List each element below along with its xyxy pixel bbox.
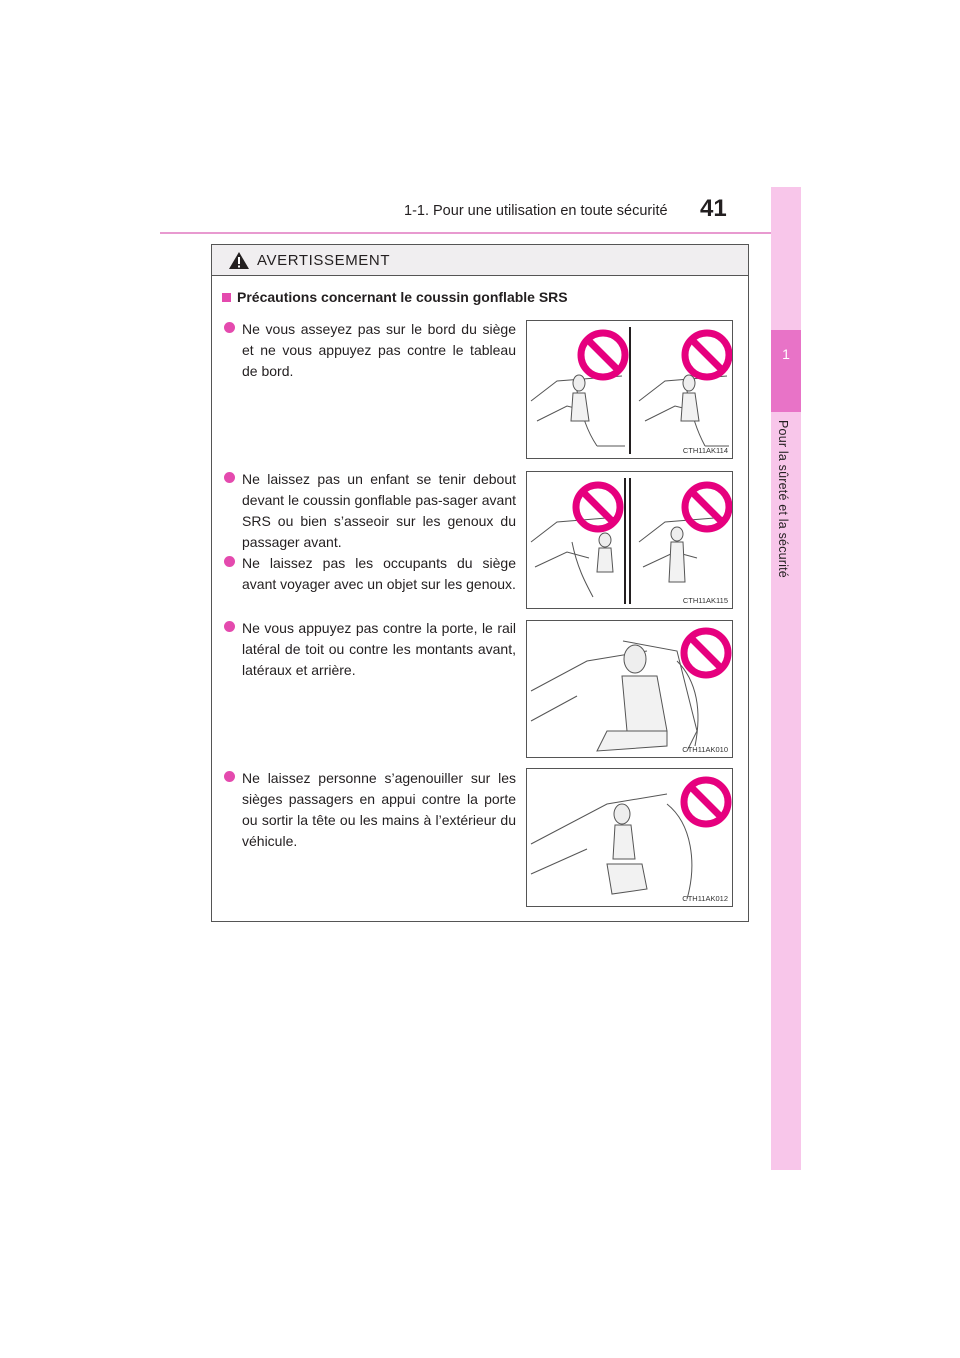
- bullet-text: Ne laissez pas un enfant se tenir debout devant le coussin gonflable pas-sager avant SRS ou bien s’asseoir sur les genoux du passager avant.: [242, 471, 516, 550]
- bullet-item: [224, 469, 516, 553]
- illustration-child-standing: [526, 471, 733, 609]
- bullet-dot-icon: [224, 556, 235, 567]
- chapter-title: Pour la sûreté et la sécurité: [776, 420, 790, 578]
- prohibition-icon: [684, 780, 728, 824]
- prohibition-icon: [576, 485, 620, 529]
- illustration-code: CTH11AK114: [682, 446, 728, 455]
- bullet-item: [224, 768, 516, 852]
- bullet-dot-icon: [224, 621, 235, 632]
- illustration-kneeling: [526, 768, 733, 907]
- illustration-drawing: [527, 621, 733, 758]
- warning-triangle-icon: [228, 251, 250, 270]
- prohibition-icon: [684, 631, 728, 675]
- square-bullet-icon: [222, 293, 231, 302]
- chapter-number-tab: [771, 330, 801, 412]
- section-heading: [222, 289, 568, 305]
- bullet-dot-icon: [224, 322, 235, 333]
- illustration-code: CTH11AK115: [682, 596, 728, 605]
- illustration-code: CTH11AK010: [682, 745, 728, 754]
- illustration-code: CTH11AK012: [682, 894, 728, 903]
- illustration-drawing: [527, 321, 733, 459]
- bullet-text: Ne vous asseyez pas sur le bord du siège et ne vous appuyez pas contre le tableau de bord.: [242, 321, 516, 379]
- prohibition-icon: [581, 333, 625, 377]
- illustration-drawing: [527, 472, 733, 609]
- bullet-item: [224, 553, 516, 595]
- bullet-item: [224, 319, 516, 382]
- prohibition-icon: [685, 333, 729, 377]
- bullet-dot-icon: [224, 472, 235, 483]
- warning-title: AVERTISSEMENT: [257, 252, 391, 269]
- prohibition-icon: [685, 485, 729, 529]
- bullet-dot-icon: [224, 771, 235, 782]
- warning-header: [212, 245, 748, 276]
- header-divider: [160, 232, 800, 234]
- chapter-number: 1: [782, 346, 790, 362]
- page-number: 41: [700, 195, 727, 222]
- bullet-text: Ne vous appuyez pas contre la porte, le rail latéral de toit ou contre les montants avant, latéraux et arrière.: [242, 620, 516, 678]
- section-heading-text: Précautions concernant le coussin gonflable SRS: [237, 289, 568, 305]
- warning-box: [211, 244, 749, 922]
- bullet-text: Ne laissez pas les occupants du siège avant voyager avec un objet sur les genoux.: [242, 555, 516, 592]
- illustration-drawing: [527, 769, 733, 907]
- running-header: 1-1. Pour une utilisation en toute sécurité: [404, 203, 668, 219]
- bullet-text: Ne laissez personne s’agenouiller sur les sièges passagers en appui contre la porte ou sortir la tête ou les mains à l’extérieur du véhicule.: [242, 770, 516, 849]
- bullet-item: [224, 618, 516, 681]
- illustration-sitting-edge: [526, 320, 733, 459]
- illustration-leaning-door: [526, 620, 733, 758]
